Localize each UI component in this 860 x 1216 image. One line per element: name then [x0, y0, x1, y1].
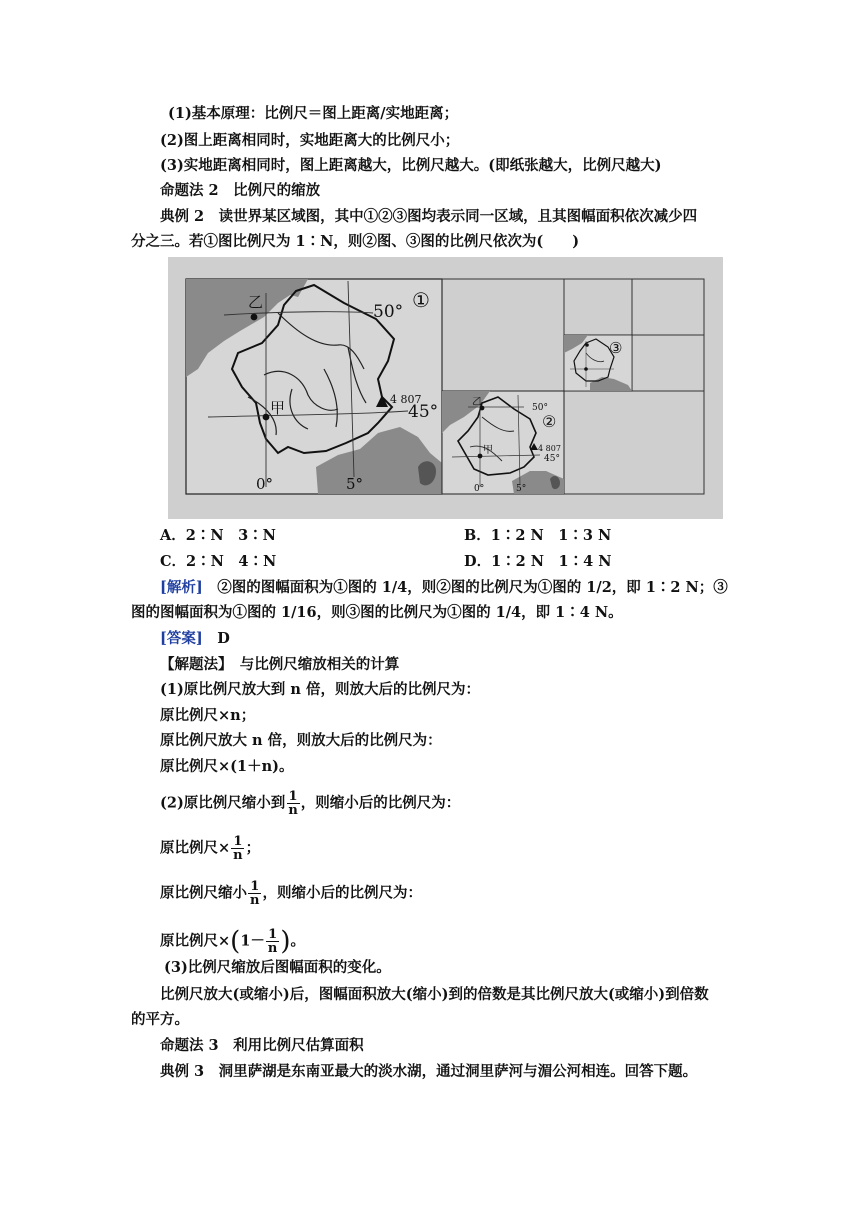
calc-line-6-text-b: ； — [245, 839, 261, 857]
answer-value: D — [202, 630, 230, 647]
calc-line-1: (1)原比例尺放大到 n 倍，则放大后的比例尺为： — [160, 681, 480, 698]
analysis-tag: [解析] — [160, 579, 203, 596]
map-1-number: ① — [412, 288, 430, 312]
principle-2: (2)图上距离相同时，实地距离大的比例尺小； — [160, 132, 460, 149]
calc-line-2: 原比例尺×n； — [160, 707, 256, 724]
method-tip-title: 【解题法】 与比例尺缩放相关的计算 — [160, 656, 400, 673]
answer-line — [160, 629, 230, 649]
example-2-line-2: 分之三。若①图比例尺为 1∶N，则②图、③图的比例尺依次为( ) — [131, 233, 580, 250]
method-3-title: 命题法 3 利用比例尺估算面积 — [160, 1037, 364, 1054]
region-map-figure — [168, 257, 723, 519]
map-1-city-yi-marker — [251, 314, 258, 321]
analysis-line-1 — [160, 578, 728, 598]
map-2-city-jia-marker — [478, 454, 483, 459]
map-1-lon0-label: 0° — [256, 475, 274, 493]
calc-line-9: (3)比例尺缩放后图幅面积的变化。 — [164, 959, 391, 976]
option-b: B．1∶2 N 1∶3 N — [464, 527, 612, 544]
right-paren: ) — [280, 926, 291, 957]
calc-line-4: 原比例尺×(1＋n)。 — [160, 758, 294, 775]
option-a: A．2∶N 3∶N — [160, 527, 276, 544]
map-1 — [186, 279, 442, 494]
fraction-1-over-n: $\frac{1}{n}$ — [288, 789, 298, 818]
example-3-text: 洞里萨湖是东南亚最大的淡水湖，通过洞里萨河与湄公河相连。回答下题。 — [204, 1063, 698, 1080]
map-2-city-jia-label: 甲 — [483, 445, 493, 456]
calc-line-8 — [160, 928, 305, 955]
calc-line-8-text-a: 原比例尺× — [160, 932, 231, 950]
calc-line-7 — [160, 880, 422, 907]
principle-1: (1)基本原理：比例尺＝图上距离/实地距离； — [168, 105, 459, 122]
example-3-label: 典例 3 — [160, 1063, 205, 1080]
example-2-label: 典例 2 — [160, 208, 205, 225]
analysis-text-1: ②图的图幅面积为①图的 1/4，则②图的比例尺为①图的 1/2，即 1∶2 N；③ — [202, 579, 728, 596]
analysis-line-2: 图的图幅面积为①图的 1/16，则③图的比例尺为①图的 1/4，即 1∶4 N。 — [131, 604, 623, 621]
example-2-line-1 — [160, 207, 697, 227]
map-1-peak-label: 4 807 — [390, 393, 422, 406]
map-2-lat50-label: 50° — [532, 403, 548, 413]
map-3-city-yi-marker — [585, 343, 589, 347]
calc-line-8-text-b: 。 — [290, 932, 306, 950]
calc-line-11: 的平方。 — [131, 1011, 189, 1028]
map-2 — [442, 391, 564, 494]
map-1-city-jia-label: 甲 — [270, 399, 286, 417]
principle-3: (3)实地距离相同时，图上距离越大，比例尺越大。(即纸张越大，比例尺越大) — [160, 157, 662, 174]
fraction-1-over-n: $\frac{1}{n}$ — [267, 927, 278, 956]
calc-line-7-text-b: ，则缩小后的比例尺为： — [262, 884, 422, 902]
map-1-lat50-label: 50° — [373, 302, 404, 322]
map-2-lat45-label: 45° — [544, 454, 560, 464]
map-2-lon5-label: 5° — [516, 484, 527, 494]
map-1-lon5-label: 5° — [346, 475, 364, 493]
map-3 — [564, 335, 632, 391]
map-2-number: ② — [542, 412, 557, 431]
calc-line-6-text-a: 原比例尺× — [160, 839, 231, 857]
calc-line-5 — [160, 790, 460, 817]
map-1-lat45-label: 45° — [408, 402, 439, 422]
map-2-lon0-label: 0° — [474, 484, 485, 494]
fraction-1-over-n: $\frac{1}{n}$ — [233, 834, 243, 863]
calc-line-3: 原比例尺放大 n 倍，则放大后的比例尺为： — [160, 732, 442, 749]
map-1-city-yi-label: 乙 — [248, 293, 264, 311]
map-3-number: ③ — [609, 339, 623, 357]
map-1-city-jia-marker — [263, 414, 270, 421]
example-3-line — [160, 1062, 697, 1082]
left-paren: ( — [230, 926, 241, 957]
calc-line-5-text-a: (2)原比例尺缩小到 — [160, 794, 286, 812]
example-2-text-1: 读世界某区域图，其中①②③图均表示同一区域，且其图幅面积依次减少四 — [204, 208, 698, 225]
calc-line-5-text-b: ，则缩小后的比例尺为： — [300, 794, 461, 812]
map-3-city-jia-marker — [584, 367, 588, 371]
map-2-peak-label: 4 807 — [538, 444, 561, 453]
option-c: C．2∶N 4∶N — [160, 553, 277, 570]
map-2-city-yi-label: 乙 — [472, 397, 482, 408]
calc-line-6 — [160, 835, 260, 862]
method-2-title: 命题法 2 比例尺的缩放 — [160, 182, 321, 199]
one-minus: 1－ — [240, 932, 265, 950]
calc-line-10: 比例尺放大(或缩小)后，图幅面积放大(缩小)到的倍数是其比例尺放大(或缩小)到倍数 — [160, 986, 709, 1003]
answer-tag: [答案] — [160, 630, 203, 647]
fraction-1-over-n: $\frac{1}{n}$ — [250, 879, 260, 908]
calc-line-7-text-a: 原比例尺缩小 — [160, 884, 247, 902]
option-d: D．1∶2 N 1∶4 N — [464, 553, 612, 570]
